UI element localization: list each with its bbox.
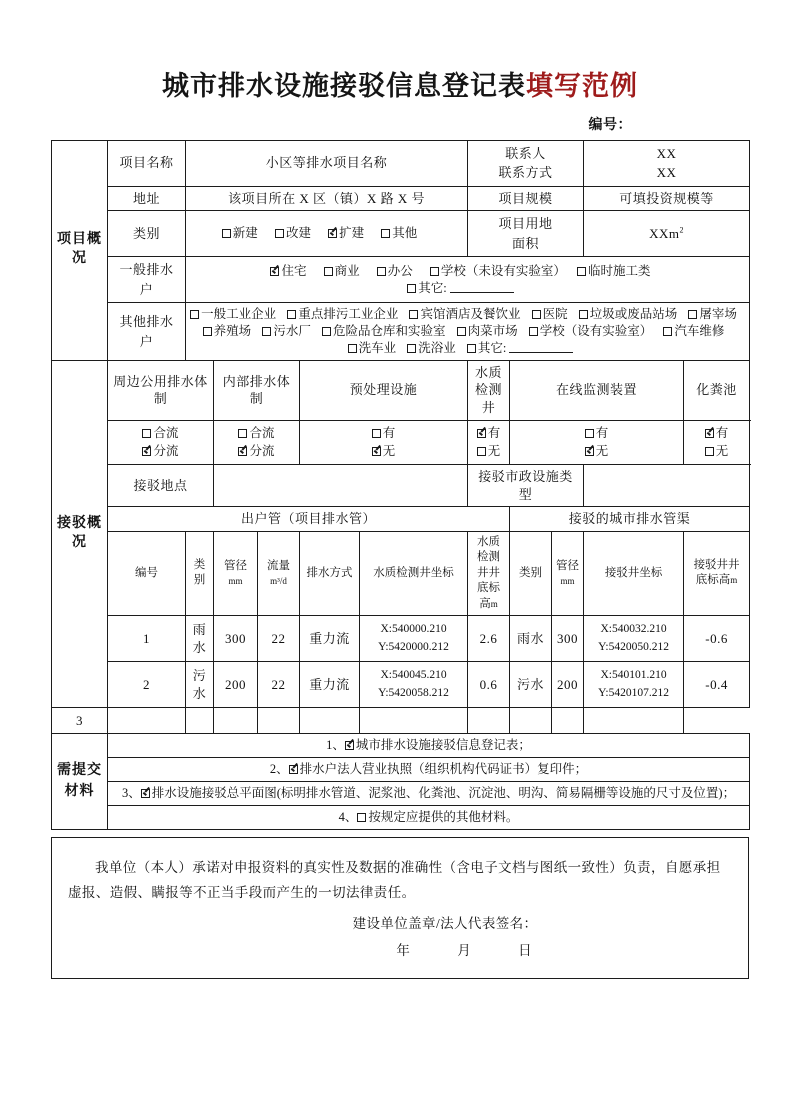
checkbox-option-school-no-lab[interactable]: 学校（未设有实验室）: [430, 263, 566, 280]
col-header-test-well-coord: 水质检测井坐标: [360, 531, 468, 616]
value-project-scale[interactable]: 可填投资规模等: [584, 186, 750, 211]
checkbox-icon[interactable]: [585, 447, 594, 456]
checkbox-icon[interactable]: [377, 267, 386, 276]
checkbox-option-rebuild[interactable]: 改建: [275, 225, 311, 242]
checkbox-option-no[interactable]: 无: [688, 442, 745, 461]
col-header-diameter-left: 管径 mm: [214, 531, 258, 616]
header-water-quality-well: 水质检测井: [468, 360, 510, 420]
checkbox-icon[interactable]: [705, 429, 714, 438]
checkbox-option-new-build[interactable]: 新建: [222, 225, 258, 242]
checkbox-icon[interactable]: [477, 429, 486, 438]
table-row-other-user: [52, 303, 750, 361]
checkbox-icon[interactable]: [142, 447, 151, 456]
col-header-connect-well-coord: 接驳井坐标: [584, 531, 684, 616]
cell-flow[interactable]: [214, 708, 258, 734]
checkbox-option-farm[interactable]: 养殖场: [203, 323, 252, 340]
checkbox-option-general-other[interactable]: 其它:: [407, 280, 514, 297]
checkbox-option-general-industry[interactable]: 一般工业企业: [190, 306, 276, 323]
cell-category-left[interactable]: 污水: [186, 662, 214, 708]
checkbox-icon[interactable]: [532, 310, 541, 319]
label-other-drainage-user: 其他排水 户: [108, 303, 186, 361]
col-header-connect-well-elevation: 接驳井井底标高m: [684, 531, 750, 616]
header-pretreatment-facility: 预处理设施: [300, 360, 468, 420]
checkbox-icon[interactable]: [289, 765, 298, 774]
value-contact[interactable]: XX XX: [584, 140, 750, 186]
checkbox-icon[interactable]: [238, 447, 247, 456]
page-title-accent: 填写范例: [526, 71, 638, 102]
facility-options-water-quality-well: [468, 420, 510, 465]
checkbox-icon[interactable]: [141, 789, 150, 798]
checkbox-icon[interactable]: [275, 229, 284, 238]
cell-no: 1: [108, 616, 186, 662]
cell-connect-well-coord[interactable]: [552, 708, 584, 734]
checkbox-option-residential[interactable]: 住宅: [270, 263, 306, 280]
section-label-materials: 需提交 材料: [52, 734, 108, 830]
checkbox-icon[interactable]: [663, 327, 672, 336]
checkbox-icon[interactable]: [579, 310, 588, 319]
col-header-diameter-right: 管径 mm: [552, 531, 584, 616]
checkbox-option-other-user-other[interactable]: 其它:: [467, 340, 574, 357]
material-item-2[interactable]: 2、 排水户法人营业执照（组织机构代码证书）复印件；: [108, 758, 750, 782]
facility-options-septic-tank: [684, 420, 750, 465]
page-title-main: 城市排水设施接驳信息登记表: [162, 71, 526, 102]
checkbox-option-no[interactable]: 无: [304, 442, 463, 461]
checkbox-option-yes[interactable]: 有: [304, 424, 463, 443]
checkbox-option-hazardous-warehouse-lab[interactable]: 危险品仓库和实验室: [322, 323, 446, 340]
header-online-monitoring: 在线监测装置: [510, 360, 684, 420]
cell-test-well-elevation[interactable]: [360, 708, 468, 734]
registration-form-table: [51, 140, 750, 830]
checkbox-option-hotel-restaurant[interactable]: 宾馆酒店及餐饮业: [409, 306, 520, 323]
checkbox-icon[interactable]: [270, 267, 279, 276]
declaration-text: 我单位（本人）承诺对申报资料的真实性及数据的准确性（含电子文档与图纸一致性）负责，自愿承担虚报、造假、瞒报等不正当手段而产生的一切法律责任。: [68, 859, 721, 900]
checkbox-option-commercial[interactable]: 商业: [324, 263, 360, 280]
cell-connect-well-elevation[interactable]: -0.4: [684, 662, 750, 708]
checkbox-icon[interactable]: [430, 267, 439, 276]
section-label-overview: 项目概况: [52, 140, 108, 360]
cell-category-left[interactable]: [108, 708, 186, 734]
signature-label[interactable]: 建设单位盖章/法人代表签名：: [352, 915, 538, 931]
checkbox-icon[interactable]: [457, 327, 466, 336]
checkbox-option-car-wash[interactable]: 洗车业: [348, 340, 397, 357]
col-header-no: 编号: [108, 531, 186, 616]
cell-flow[interactable]: 22: [258, 616, 300, 662]
cell-category-right[interactable]: 雨水: [510, 616, 552, 662]
value-address[interactable]: 该项目所在 X 区（镇）X 路 X 号: [186, 186, 468, 211]
other-user-options-group: [186, 303, 750, 361]
cell-category-right[interactable]: 污水: [510, 662, 552, 708]
checkbox-icon[interactable]: [372, 447, 381, 456]
table-row-material-item: [52, 758, 750, 782]
checkbox-option-separate[interactable]: 分流: [218, 442, 295, 461]
table-row-pipe-headers: [52, 531, 750, 616]
checkbox-icon[interactable]: [324, 267, 333, 276]
header-surrounding-system: 周边公用排水体制: [108, 360, 214, 420]
checkbox-option-temporary-construction[interactable]: 临时施工类: [577, 263, 651, 280]
checkbox-icon[interactable]: [577, 267, 586, 276]
col-header-test-well-elevation: 水质检测井井底标高m: [468, 531, 510, 616]
label-connection-site: 接驳地点: [108, 465, 214, 507]
fill-in-blank[interactable]: [450, 281, 514, 293]
form-table-wrapper: [51, 140, 749, 830]
cell-diameter-right[interactable]: 200: [552, 662, 584, 708]
table-row-material-item: [52, 781, 750, 805]
checkbox-option-no[interactable]: 无: [514, 442, 679, 461]
checkbox-option-expand[interactable]: 扩建: [328, 225, 364, 242]
label-municipal-facility-type: 接驳市政设施类型: [468, 465, 584, 507]
checkbox-icon[interactable]: [238, 429, 247, 438]
checkbox-option-auto-repair[interactable]: 汽车维修: [663, 323, 724, 340]
cell-flow[interactable]: 22: [258, 662, 300, 708]
checkbox-icon[interactable]: [529, 327, 538, 336]
checkbox-option-office[interactable]: 办公: [377, 263, 413, 280]
checkbox-icon[interactable]: [348, 344, 357, 353]
label-address: 地址: [108, 186, 186, 211]
group-header-city-drainage: 接驳的城市排水管渠: [510, 507, 750, 532]
checkbox-option-other[interactable]: 其他: [381, 225, 417, 242]
cell-diameter-left[interactable]: 300: [214, 616, 258, 662]
cell-test-well-elevation[interactable]: 0.6: [468, 662, 510, 708]
date-label[interactable]: 年 月 日: [396, 942, 554, 958]
value-project-name[interactable]: 小区等排水项目名称: [186, 140, 468, 186]
checkbox-icon[interactable]: [407, 284, 416, 293]
table-row-pipe-data: [52, 616, 750, 662]
table-row-pipe-groups: [52, 507, 750, 532]
section-label-connection: 接驳概况: [52, 360, 108, 707]
checkbox-option-no[interactable]: 无: [472, 442, 505, 461]
checkbox-icon[interactable]: [357, 813, 366, 822]
cell-connect-well-coord[interactable]: X:540101.210 Y:5420107.212: [584, 662, 684, 708]
checkbox-icon[interactable]: [287, 310, 296, 319]
checkbox-icon[interactable]: [467, 344, 476, 353]
facility-options-pretreatment: [300, 420, 468, 465]
label-project-scale: 项目规模: [468, 186, 584, 211]
label-contact: 联系人 联系方式: [468, 140, 584, 186]
checkbox-option-hospital[interactable]: 医院: [532, 306, 568, 323]
cell-connect-well-coord[interactable]: X:540032.210 Y:5420050.212: [584, 616, 684, 662]
table-row-pipe-data: [52, 708, 750, 734]
checkbox-icon[interactable]: [142, 429, 151, 438]
cell-diameter-right[interactable]: 300: [552, 616, 584, 662]
checkbox-icon[interactable]: [407, 344, 416, 353]
cell-drain-mode[interactable]: 重力流: [300, 616, 360, 662]
checkbox-option-yes[interactable]: 有: [514, 424, 679, 443]
header-septic-tank: 化粪池: [684, 360, 750, 420]
checkbox-icon[interactable]: [688, 310, 697, 319]
value-land-area[interactable]: XXm$^2$: [584, 211, 750, 257]
facility-options-internal: [214, 420, 300, 465]
fill-in-blank[interactable]: [509, 341, 573, 353]
header-internal-system: 内部排水体制: [214, 360, 300, 420]
checkbox-icon[interactable]: [190, 310, 199, 319]
checkbox-option-slaughterhouse[interactable]: 屠宰场: [688, 306, 737, 323]
cell-connect-well-elevation[interactable]: -0.6: [684, 616, 750, 662]
checkbox-option-meat-vegetable-market[interactable]: 肉菜市场: [457, 323, 518, 340]
table-row-material-item: [52, 734, 750, 758]
material-item-3[interactable]: 3、 排水设施接驳总平面图(标明排水管道、泥浆池、化粪池、沉淀池、明沟、简易隔栅等设施的尺寸及位置)；: [108, 781, 750, 805]
cell-test-well-coord[interactable]: [300, 708, 360, 734]
label-category: 类别: [108, 211, 186, 257]
label-land-area: 项目用地 面积: [468, 211, 584, 257]
checkbox-icon[interactable]: [345, 741, 354, 750]
checkbox-option-bath-business[interactable]: 洗浴业: [407, 340, 456, 357]
table-row-pipe-data: [52, 662, 750, 708]
category-options-group: [186, 211, 468, 257]
value-municipal-facility-type[interactable]: [584, 465, 750, 507]
cell-connect-well-elevation[interactable]: [584, 708, 684, 734]
general-user-options-group: [186, 257, 750, 303]
cell-test-well-elevation[interactable]: 2.6: [468, 616, 510, 662]
checkbox-icon[interactable]: [222, 229, 231, 238]
checkbox-option-school-with-lab[interactable]: 学校（设有实验室）: [529, 323, 653, 340]
material-item-4[interactable]: 4、 按规定应提供的其他材料。: [108, 805, 750, 829]
checkbox-icon[interactable]: [585, 429, 594, 438]
checkbox-icon[interactable]: [322, 327, 331, 336]
facility-options-online-monitoring: [510, 420, 684, 465]
checkbox-option-yes[interactable]: 有: [688, 424, 745, 443]
value-connection-site[interactable]: [214, 465, 468, 507]
col-header-drain-mode: 排水方式: [300, 531, 360, 616]
label-general-drainage-user: 一般排水 户: [108, 257, 186, 303]
cell-diameter-left[interactable]: [186, 708, 214, 734]
table-row-connection-location: [52, 465, 750, 507]
checkbox-icon[interactable]: [262, 327, 271, 336]
cell-test-well-coord[interactable]: X:540000.210 Y:5420000.212: [360, 616, 468, 662]
checkbox-icon[interactable]: [705, 447, 714, 456]
cell-drain-mode[interactable]: [258, 708, 300, 734]
checkbox-option-key-pollution-industry[interactable]: 重点排污工业企业: [287, 306, 398, 323]
checkbox-icon[interactable]: [381, 229, 390, 238]
cell-diameter-left[interactable]: 200: [214, 662, 258, 708]
table-row-project-name: [52, 140, 750, 186]
table-row-facility-options: [52, 420, 750, 465]
checkbox-option-sewage-plant[interactable]: 污水厂: [262, 323, 311, 340]
cell-category-right[interactable]: [468, 708, 510, 734]
cell-category-left[interactable]: 雨水: [186, 616, 214, 662]
serial-number-label: 编号：: [588, 117, 632, 133]
table-row-material-item: [52, 805, 750, 829]
facility-options-surrounding: [108, 420, 214, 465]
table-row-address: [52, 186, 750, 211]
col-header-category-right: 类别: [510, 531, 552, 616]
cell-test-well-coord[interactable]: X:540045.210 Y:5420058.212: [360, 662, 468, 708]
checkbox-option-combined[interactable]: 合流: [218, 424, 295, 443]
col-header-category-left: 类别: [186, 531, 214, 616]
col-header-flow: 流量 m³/d: [258, 531, 300, 616]
table-row-facility-headers: [52, 360, 750, 420]
material-item-1[interactable]: 1、 城市排水设施接驳信息登记表；: [108, 734, 750, 758]
page-title: [0, 72, 800, 102]
checkbox-option-combined[interactable]: 合流: [112, 424, 209, 443]
checkbox-option-yes[interactable]: 有: [472, 424, 505, 443]
cell-no: 3: [52, 708, 108, 734]
cell-drain-mode[interactable]: 重力流: [300, 662, 360, 708]
title-block: [0, 0, 800, 102]
declaration-block: [51, 837, 749, 979]
checkbox-option-waste-station[interactable]: 垃圾或废品站场: [579, 306, 678, 323]
group-header-outlet-pipe: 出户管（项目排水管）: [108, 507, 510, 532]
checkbox-option-separate[interactable]: 分流: [112, 442, 209, 461]
checkbox-icon[interactable]: [409, 310, 418, 319]
checkbox-icon[interactable]: [372, 429, 381, 438]
checkbox-icon[interactable]: [328, 229, 337, 238]
cell-no: 2: [108, 662, 186, 708]
label-project-name: 项目名称: [108, 140, 186, 186]
cell-diameter-right[interactable]: [510, 708, 552, 734]
checkbox-icon[interactable]: [203, 327, 212, 336]
table-row-general-user: [52, 257, 750, 303]
checkbox-icon[interactable]: [477, 447, 486, 456]
table-row-category: [52, 211, 750, 257]
